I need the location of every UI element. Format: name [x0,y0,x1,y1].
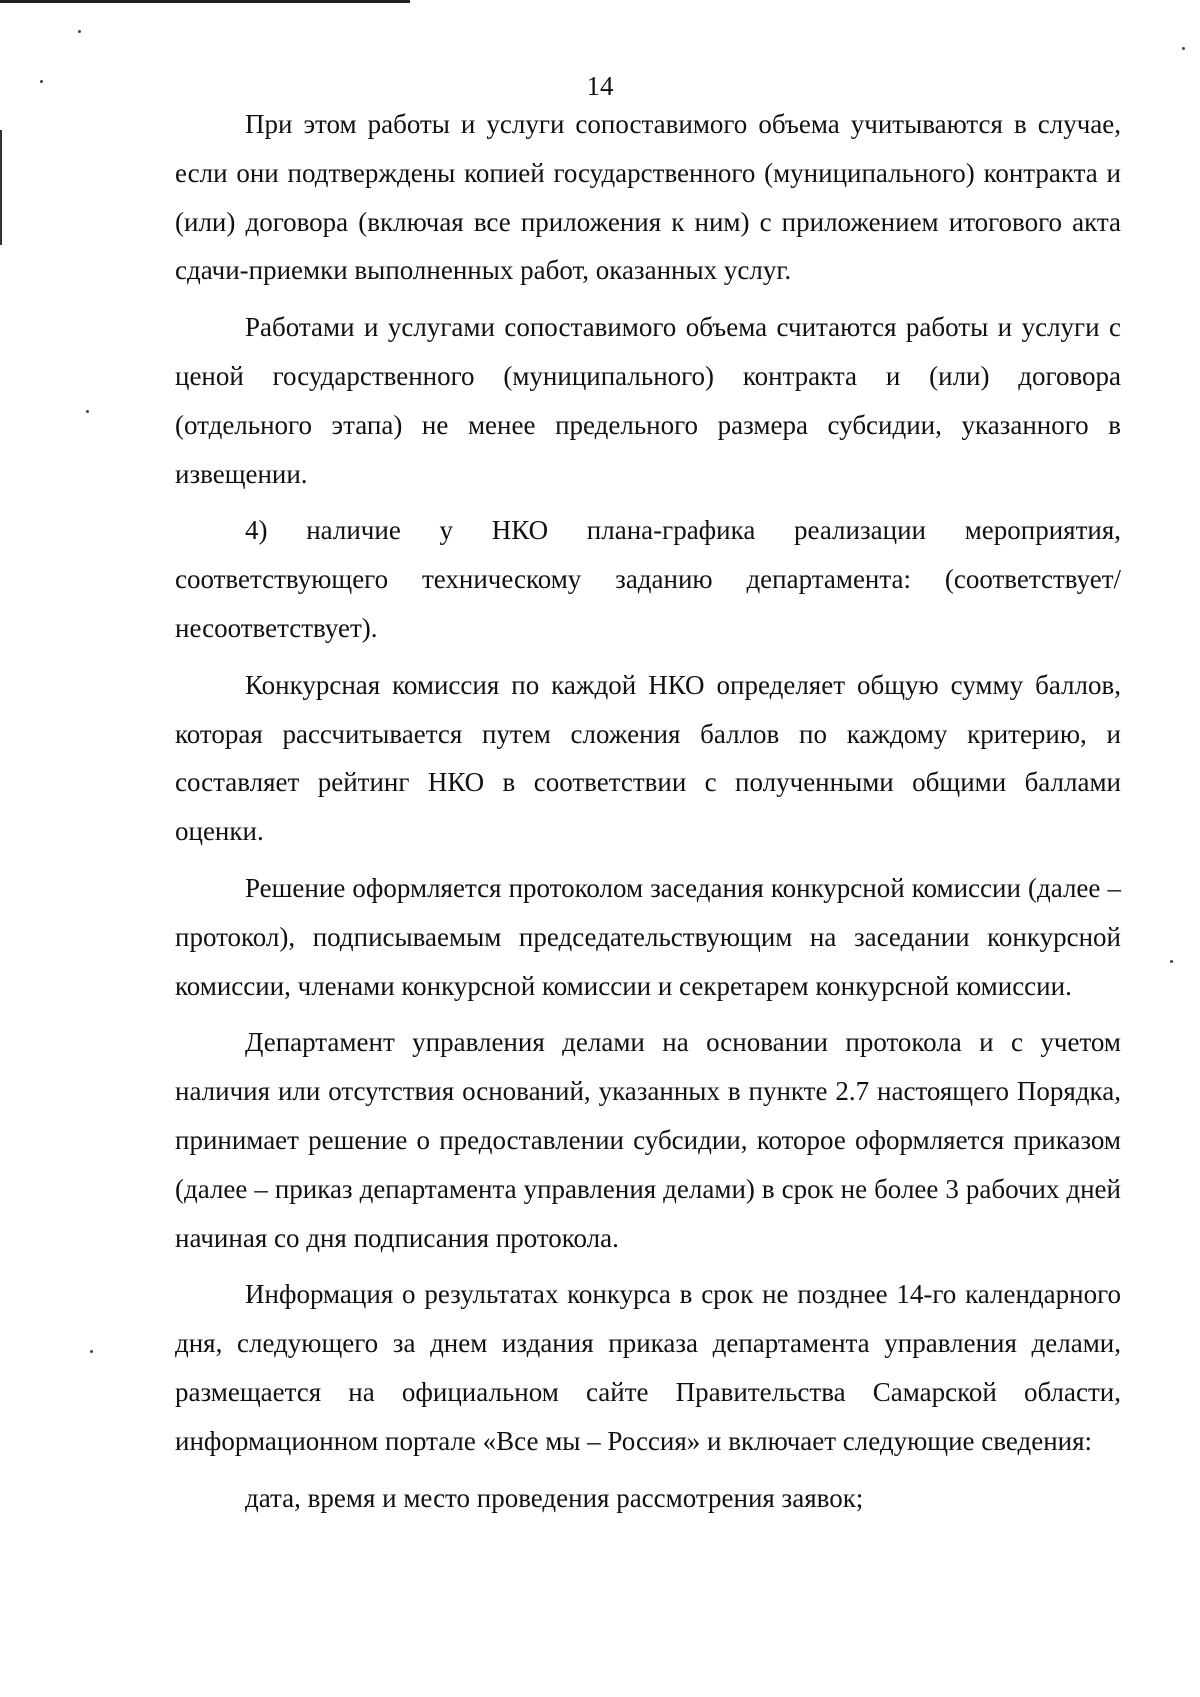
scan-edge-top [0,0,410,3]
paragraph-commission-rating: Конкурсная комиссия по каждой НКО определяет общую сумму баллов, которая рассчитывается путем сложения баллов по каждому критерию, и составляет рейтинг НКО в соответствии с полученными общими баллами оценки. [175,669,1121,847]
paragraph-protocol: Решение оформляется протоколом заседания конкурсной комиссии (далее – протокол), подписываемым председательствующим на заседании конкурсной комиссии, членами конкурсной комиссии и секретарем конкурсной комиссии. [175,872,1121,1001]
document-body [175,100,1121,1530]
paragraph-list-item-date: дата, время и место проведения рассмотрения заявок; [245,1482,864,1513]
scan-speck [1170,960,1173,963]
scan-speck [86,410,89,413]
paragraph-results-publication: Информация о результатах конкурса в срок не позднее 14-го календарного дня, следующего за днем издания приказа департамента управления делами, размещается на официальном сайте Правительства Самарской области, информационном портале «Все мы – Россия» и включает следующие сведения: [175,1279,1121,1456]
scan-edge-left [0,130,2,245]
scan-speck [78,30,81,33]
paragraph-comparable-definition: Работами и услугами сопоставимого объема считаются работы и услуги с ценой государственного (муниципального) контракта и (или) договора (отдельного этапа) не менее предельного размера субсидии, указанного в извещении. [175,312,1121,489]
scan-speck [1182,47,1185,50]
paragraph-criterion-4: 4) наличие у НКО плана-графика реализации мероприятия, соответствующего техническому заданию департамента: (соответствует/несоответствует). [175,515,1121,643]
paragraph-comparable-works: При этом работы и услуги сопоставимого объема учитываются в случае, если они подтверждены копией государственного (муниципального) контракта и (или) договора (включая все приложения к ним) с приложением итогового акта сдачи-приемки выполненных работ, оказанных услуг. [175,109,1121,286]
page-number: 14 [586,71,614,101]
paragraph-department-decision: Департамент управления делами на основании протокола и с учетом наличия или отсутствия оснований, указанных в пункте 2.7 настоящего Порядка, принимает решение о предоставлении субсидии, которое оформляется приказом (далее – приказ департамента управления делами) в срок не более 3 рабочих дней начиная со дня подписания протокола. [175,1027,1121,1253]
scan-speck [90,1350,93,1353]
